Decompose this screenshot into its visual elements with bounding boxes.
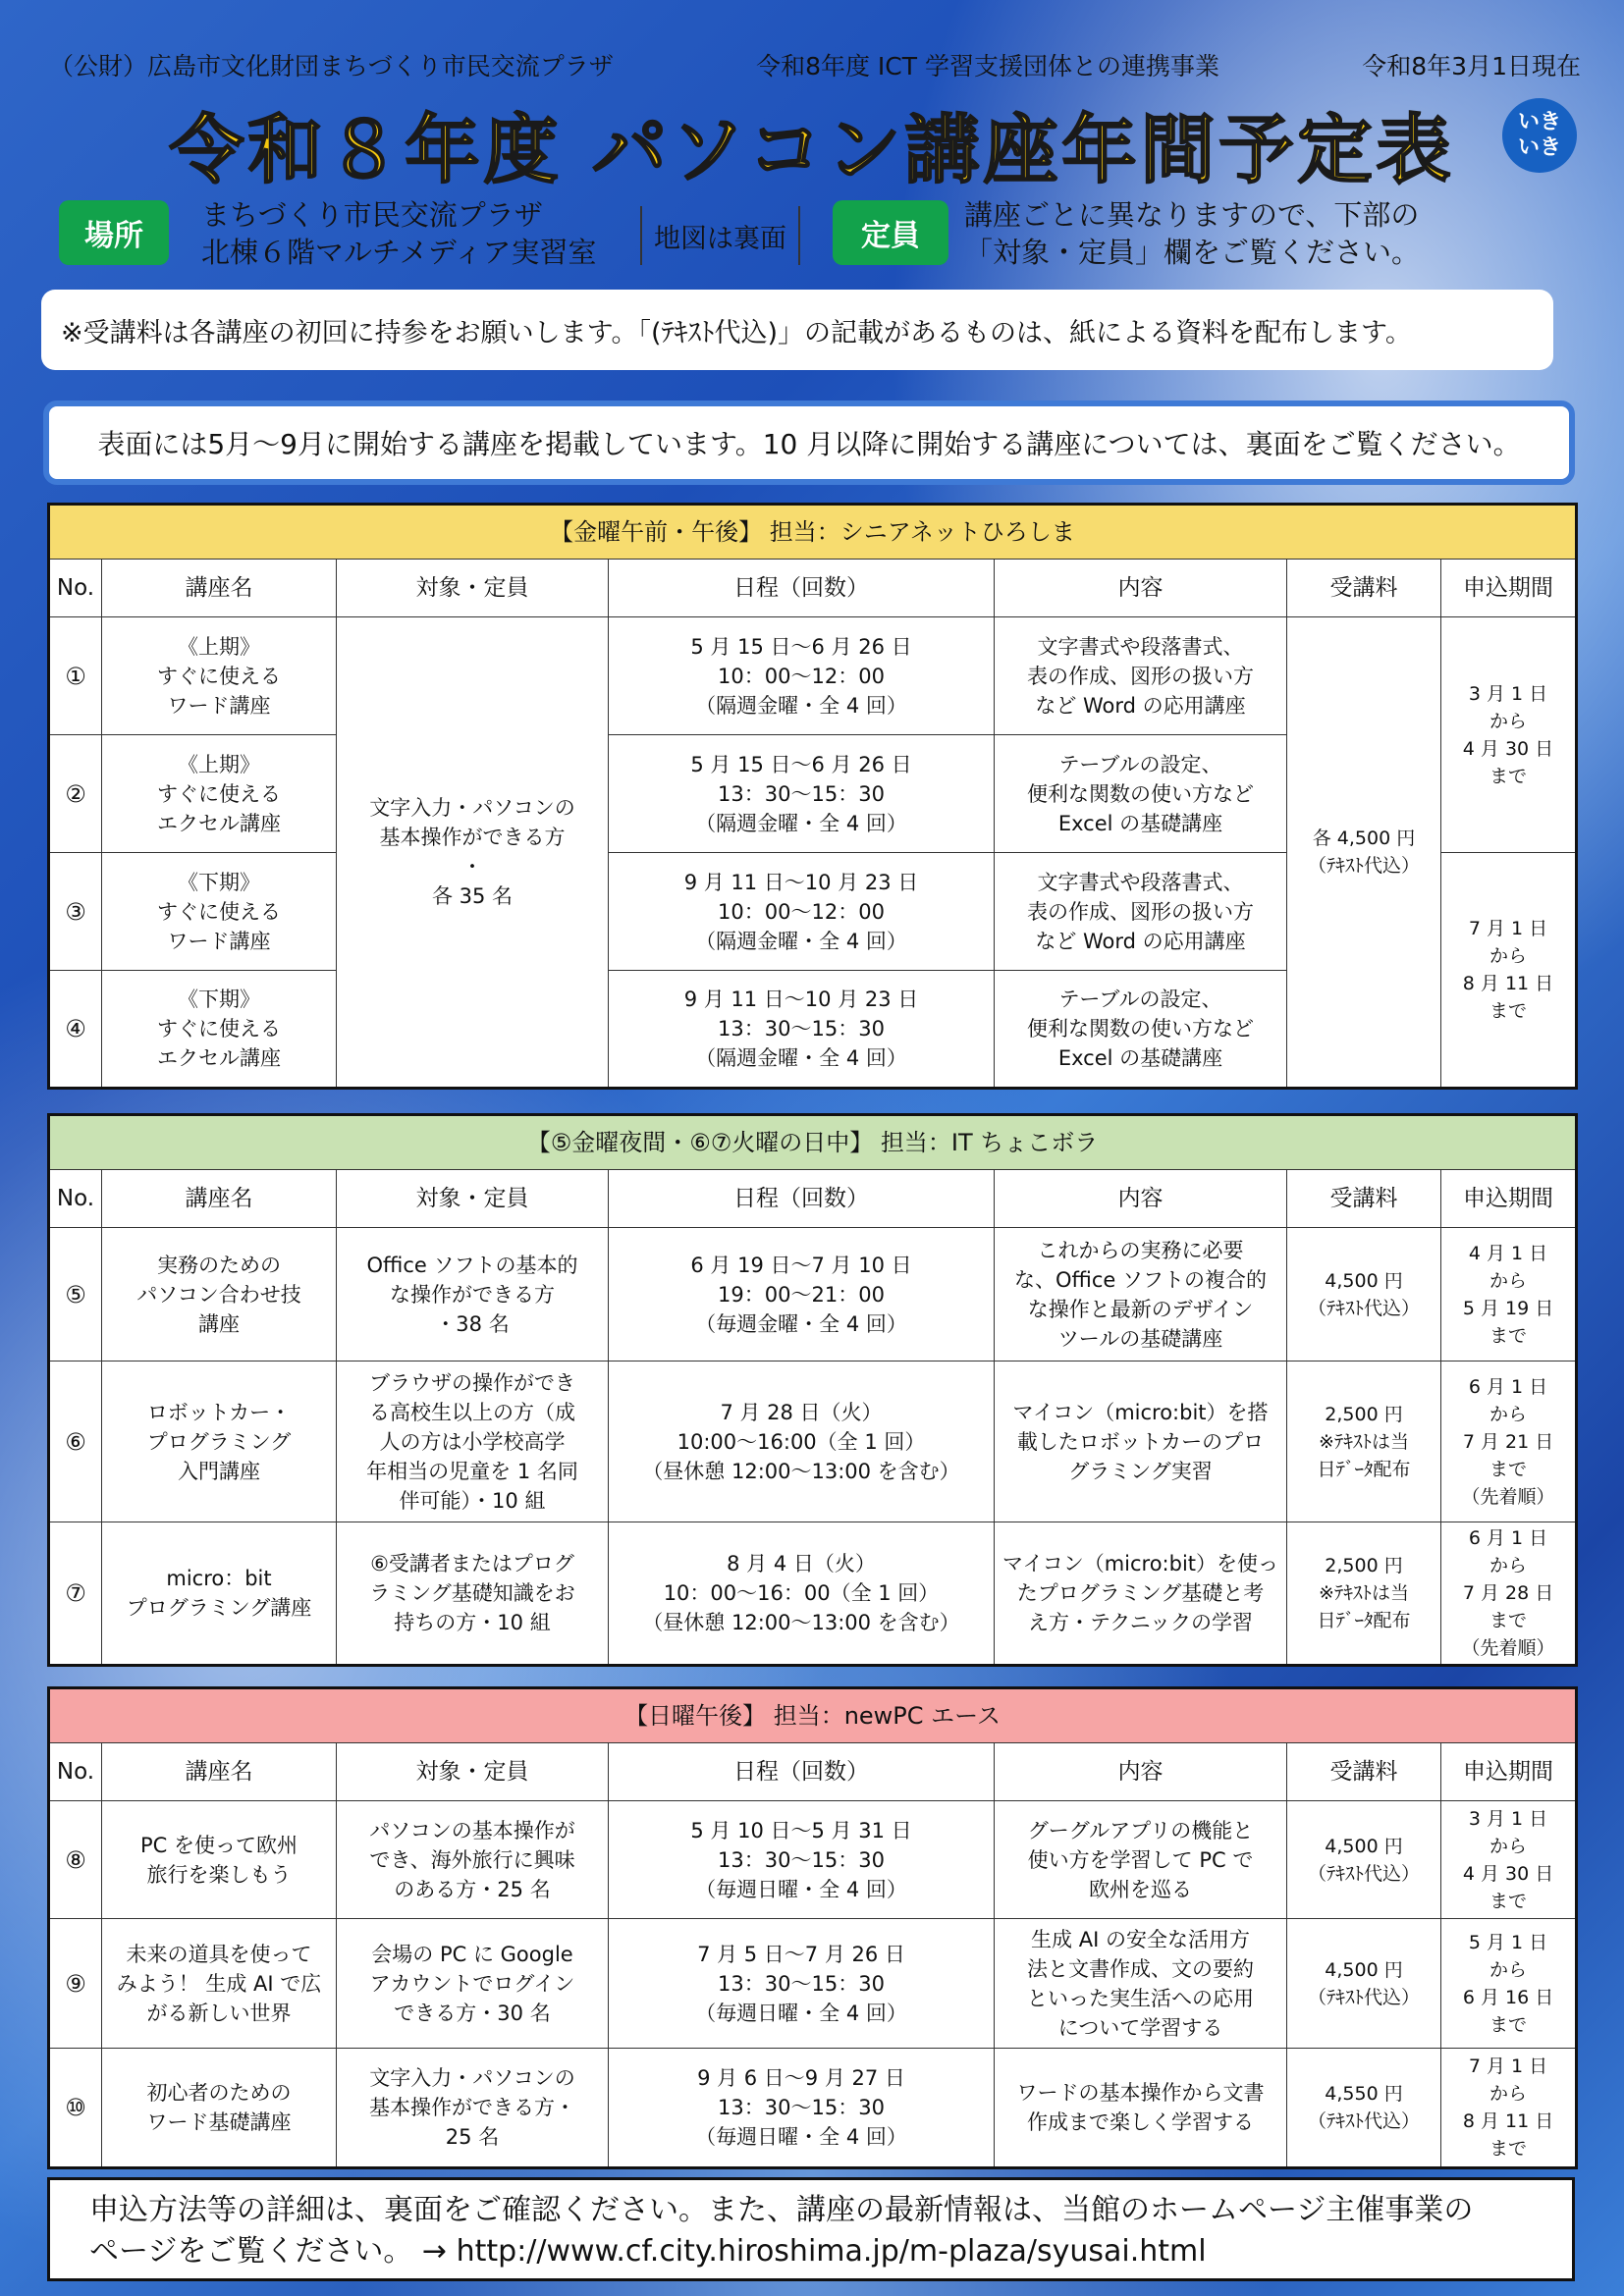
course-schedule-line: 10：00～12：00 — [718, 899, 885, 924]
course-period — [1441, 617, 1577, 853]
footer-note — [47, 2177, 1575, 2281]
course-name-line: すぐに使える — [157, 664, 281, 688]
course-schedule — [609, 1228, 995, 1362]
course-schedule-line: （毎週日曜・全 4 回） — [695, 2125, 907, 2149]
course-period-line: 7 月 21 日 — [1462, 1430, 1554, 1453]
footer-line2: ページをご覧ください。 → http://www.cf.city.hiroshima.jp/m-plaza/syusai.html — [89, 2234, 1207, 2269]
column-header: 日程（回数） — [609, 560, 995, 617]
course-period — [1441, 2049, 1577, 2168]
course-name-line: エクセル講座 — [157, 1046, 281, 1070]
course-name — [102, 971, 337, 1089]
course-content-line: グラミング実習 — [1068, 1459, 1213, 1483]
course-schedule-line: 7 月 28 日（火） — [720, 1400, 883, 1424]
header-project: 令和8年度 ICT 学習支援団体との連携事業 — [756, 52, 1219, 80]
course-schedule-line: 9 月 6 日～9 月 27 日 — [697, 2066, 905, 2090]
course-number: ⑦ — [49, 1522, 102, 1666]
course-content-line: 表の作成、図形の扱い方 — [1027, 664, 1254, 688]
section2-table — [47, 1113, 1578, 1667]
course-period-line: から — [1489, 2083, 1528, 2105]
course-number: ② — [49, 735, 102, 853]
course-target-line: 持ちの方・10 組 — [394, 1611, 551, 1634]
column-header: 申込期間 — [1441, 1743, 1577, 1801]
venue-tag: 場所 — [59, 200, 169, 265]
header-org: （公財）広島市文化財団まちづくり市民交流プラザ — [49, 52, 614, 80]
logo — [1502, 98, 1577, 173]
course-content-line: など Word の応用講座 — [1035, 929, 1246, 953]
course-content-line: といった実生活への応用 — [1027, 1986, 1254, 2010]
column-header: 内容 — [995, 560, 1287, 617]
course-fee-line: （ﾃｷｽﾄ代込） — [1307, 1862, 1420, 1885]
course-content — [995, 1522, 1287, 1666]
course-fee-line: （ﾃｷｽﾄ代込） — [1307, 1297, 1420, 1319]
course-period-line: から — [1489, 1403, 1528, 1425]
course-content-line: グーグルアプリの機能と — [1027, 1818, 1254, 1842]
course-period-line: 3 月 1 日 — [1468, 1807, 1548, 1830]
course-schedule-line: 10：00～16：00（全 1 回） — [663, 1581, 940, 1605]
course-content-line: 便利な関数の使い方など — [1027, 1017, 1254, 1041]
course-schedule — [609, 2049, 995, 2168]
course-content-line: Excel の基礎講座 — [1057, 811, 1223, 835]
capacity-tag: 定員 — [833, 200, 948, 265]
course-schedule-line: （昼休憩 12:00～13:00 を含む） — [642, 1459, 960, 1483]
column-header: 申込期間 — [1441, 1170, 1577, 1228]
course-name — [102, 1228, 337, 1362]
course-name-line: ワード講座 — [167, 929, 271, 953]
course-schedule-line: 9 月 11 日～10 月 23 日 — [683, 988, 919, 1011]
column-header: 受講料 — [1287, 1170, 1441, 1228]
course-period-line: 7 月 28 日 — [1462, 1582, 1554, 1604]
course-content-line: 法と文書作成、文の要約 — [1027, 1956, 1254, 1981]
course-period-line: まで — [1489, 1890, 1528, 1912]
course-target — [337, 2049, 609, 2168]
course-schedule-line: （毎週日曜・全 4 回） — [695, 1877, 907, 1901]
course-fee — [1287, 1919, 1441, 2049]
course-name-line: 《上期》 — [178, 752, 260, 776]
column-header: 日程（回数） — [609, 1170, 995, 1228]
course-schedule — [609, 971, 995, 1089]
course-number: ⑩ — [49, 2049, 102, 2168]
table-row — [49, 1522, 1577, 1666]
course-period — [1441, 1362, 1577, 1522]
course-fee-line: （ﾃｷｽﾄ代込） — [1307, 855, 1420, 877]
course-fee-line: ※ﾃｷｽﾄは当 — [1319, 1582, 1409, 1604]
course-period-line: から — [1489, 945, 1527, 967]
course-target-line: ・38 名 — [435, 1311, 510, 1336]
course-period-line: から — [1489, 1555, 1528, 1576]
course-name-line: ロボットカー・ — [146, 1400, 292, 1424]
course-content-line: マイコン（micro:bit）を搭 — [1012, 1400, 1269, 1424]
header-date: 令和8年3月1日現在 — [1362, 52, 1581, 80]
table-row — [49, 1919, 1577, 2049]
course-content-line: 欧州を巡る — [1089, 1877, 1192, 1901]
column-header: 日程（回数） — [609, 1743, 995, 1801]
course-period-line: まで — [1489, 1324, 1528, 1347]
course-schedule-line: 13：30～15：30 — [718, 1017, 885, 1041]
course-schedule-line: （昼休憩 12:00～13:00 を含む） — [642, 1611, 960, 1634]
course-schedule-line: 13：30～15：30 — [718, 1847, 885, 1872]
course-period — [1441, 1228, 1577, 1362]
course-fee-line: 2,500 円 — [1325, 1403, 1403, 1425]
course-schedule — [609, 617, 995, 735]
column-header: 講座名 — [102, 1170, 337, 1228]
course-schedule-line: 13：30～15：30 — [718, 1971, 885, 1996]
course-name-line: パソコン合わせ技 — [136, 1282, 301, 1307]
column-header: 対象・定員 — [337, 1743, 609, 1801]
course-period-line: 6 月 16 日 — [1462, 1986, 1554, 2008]
course-schedule — [609, 1801, 995, 1919]
course-name — [102, 1919, 337, 2049]
course-name-line: プログラミング — [146, 1429, 292, 1454]
course-period-line: 4 月 30 日 — [1462, 737, 1554, 760]
course-schedule-line: 9 月 11 日～10 月 23 日 — [683, 870, 919, 894]
course-name-line: 講座 — [198, 1311, 240, 1336]
course-schedule — [609, 735, 995, 853]
course-period-line: 5 月 19 日 — [1462, 1297, 1554, 1319]
capacity-text — [964, 196, 1420, 271]
column-header: No. — [49, 560, 102, 617]
course-target-line: でき、海外旅行に興味 — [369, 1847, 575, 1872]
course-fee-line: 各 4,500 円 — [1312, 828, 1416, 849]
course-schedule — [609, 1362, 995, 1522]
course-schedule — [609, 1919, 995, 2049]
course-number: ⑨ — [49, 1919, 102, 2049]
course-content-line: 文字書式や段落書式、 — [1037, 870, 1244, 894]
course-content — [995, 1228, 1287, 1362]
course-target-line: ブラウザの操作ができ — [369, 1370, 575, 1395]
course-period-line: 6 月 1 日 — [1468, 1375, 1548, 1398]
course-number: ④ — [49, 971, 102, 1089]
column-header: 講座名 — [102, 560, 337, 617]
column-header: 受講料 — [1287, 1743, 1441, 1801]
course-name — [102, 1801, 337, 1919]
footer-line1: 申込方法等の詳細は、裏面をご確認ください。また、講座の最新情報は、当館のホームページ主催事業の — [89, 2193, 1474, 2227]
course-period-line: 4 月 30 日 — [1462, 1862, 1554, 1885]
course-target-line: 基本操作ができる方 — [379, 826, 566, 849]
course-period — [1441, 1522, 1577, 1666]
course-content — [995, 1362, 1287, 1522]
course-content-line: ワードの基本操作から文書 — [1016, 2081, 1265, 2105]
course-period-line: まで — [1489, 2138, 1528, 2160]
column-header: 申込期間 — [1441, 560, 1577, 617]
course-target — [337, 1228, 609, 1362]
course-period-line: 3 月 1 日 — [1468, 682, 1548, 705]
course-name-line: みよう！ 生成 AI で広 — [116, 1971, 322, 1996]
course-period-line: （先着順） — [1461, 1485, 1555, 1508]
course-period-line: 6 月 1 日 — [1468, 1527, 1548, 1549]
course-target-line: Office ソフトの基本的 — [366, 1253, 578, 1277]
course-target-line: ラミング基礎知識をお — [369, 1581, 575, 1605]
course-period-line: 8 月 11 日 — [1462, 2110, 1554, 2132]
course-schedule — [609, 1522, 995, 1666]
table-row — [49, 1228, 1577, 1362]
course-content — [995, 2049, 1287, 2168]
course-fee-line: （ﾃｷｽﾄ代込） — [1307, 1986, 1420, 2008]
course-fee — [1287, 1801, 1441, 1919]
course-fee-line: （ﾃｷｽﾄ代込） — [1307, 2110, 1420, 2132]
capacity-line2: 「対象・定員」欄をご覧ください。 — [964, 236, 1421, 269]
course-period-line: 5 月 1 日 — [1468, 1931, 1548, 1953]
course-content-line: 生成 AI の安全な活用方 — [1031, 1927, 1250, 1951]
course-name-line: 《下期》 — [178, 988, 260, 1011]
page-title: 令和８年度 パソコン講座年間予定表 — [169, 106, 1455, 193]
course-period-line: 7 月 1 日 — [1468, 2056, 1548, 2077]
course-schedule-line: 5 月 10 日～5 月 31 日 — [690, 1818, 912, 1842]
table-row — [49, 2049, 1577, 2168]
course-schedule — [609, 853, 995, 971]
course-name-line: すぐに使える — [157, 781, 281, 806]
course-content-line: 作成まで楽しく学習する — [1027, 2110, 1254, 2134]
course-content — [995, 1801, 1287, 1919]
course-target-line: 文字入力・パソコンの — [369, 796, 575, 820]
course-name-line: 未来の道具を使って — [126, 1942, 312, 1966]
column-header: 内容 — [995, 1743, 1287, 1801]
map-note: 地図は裏面 — [640, 206, 800, 265]
course-period-line: まで — [1489, 1000, 1527, 1022]
course-content-line: え方・テクニックの学習 — [1028, 1611, 1253, 1634]
course-target-line: できる方・30 名 — [394, 2001, 551, 2025]
course-name-line: 実務のための — [157, 1253, 281, 1277]
course-content-line: な、Office ソフトの複合的 — [1014, 1267, 1267, 1292]
column-header: 内容 — [995, 1170, 1287, 1228]
course-period-line: 7 月 1 日 — [1468, 918, 1548, 939]
course-target — [337, 617, 609, 1089]
course-target-line: 基本操作ができる方・ — [369, 2096, 575, 2119]
course-target-line: 各 35 名 — [431, 884, 514, 908]
section3-header-row — [49, 1743, 1577, 1801]
course-schedule-line: 10：00～12：00 — [718, 664, 885, 688]
course-content — [995, 735, 1287, 853]
course-period — [1441, 1801, 1577, 1919]
course-schedule-line: 8 月 4 日（火） — [727, 1552, 876, 1575]
course-schedule-line: （隔週金曜・全 4 回） — [695, 693, 907, 718]
course-schedule-line: 13：30～15：30 — [718, 781, 885, 806]
course-target-line: 25 名 — [445, 2125, 500, 2149]
course-content-line: など Word の応用講座 — [1035, 693, 1246, 718]
course-name-line: 《上期》 — [178, 634, 260, 659]
course-target-line: 伴可能）・10 組 — [399, 1488, 546, 1513]
course-period-line: から — [1489, 1958, 1528, 1981]
course-schedule-line: （隔週金曜・全 4 回） — [695, 811, 907, 835]
venue-line2: 北棟６階マルチメディア実習室 — [201, 236, 597, 269]
course-content — [995, 1919, 1287, 2049]
course-schedule-line: 6 月 19 日～7 月 10 日 — [690, 1253, 912, 1277]
course-fee-line: 日ﾃﾞｰﾀ配布 — [1317, 1610, 1411, 1631]
course-content-line: テーブルの設定、 — [1058, 988, 1222, 1011]
course-period-line: 4 月 1 日 — [1468, 1242, 1548, 1264]
course-target-line: る高校生以上の方（成 — [369, 1400, 575, 1424]
course-target-line: ⑥受講者またはプログ — [370, 1552, 574, 1575]
course-content — [995, 853, 1287, 971]
course-fee-line: 4,550 円 — [1325, 2083, 1403, 2105]
course-content-line: 使い方を学習して PC で — [1027, 1847, 1254, 1872]
section3-table — [47, 1686, 1578, 2169]
course-period-line: まで — [1489, 1610, 1528, 1631]
course-name-line: micro：bit — [166, 1567, 272, 1590]
course-period — [1441, 853, 1577, 1089]
course-fee — [1287, 1362, 1441, 1522]
course-content-line: 文字書式や段落書式、 — [1037, 634, 1244, 659]
section1-title: 【金曜午前・午後】 担当：シニアネットひろしま — [49, 505, 1577, 560]
course-number: ③ — [49, 853, 102, 971]
season-note: 表面には5月～9月に開始する講座を掲載しています。10 月以降に開始する講座については、裏面をご覧ください。 — [43, 400, 1575, 485]
course-target-line: のある方・25 名 — [394, 1877, 551, 1901]
course-fee-line: 4,500 円 — [1325, 1269, 1403, 1292]
course-name — [102, 735, 337, 853]
course-name-line: 旅行を楽しもう — [146, 1862, 292, 1887]
course-schedule-line: （毎週金曜・全 4 回） — [695, 1311, 907, 1336]
course-content-line: な操作と最新のデザイン — [1027, 1297, 1254, 1321]
course-target-line: ・ — [461, 855, 483, 879]
section2-header-row — [49, 1170, 1577, 1228]
fee-note: ※受講料は各講座の初回に持参をお願いします。「(ﾃｷｽﾄ代込)」の記載があるものは、紙による資料を配布します。 — [41, 290, 1553, 370]
course-content-line: たプログラミング基礎と考 — [1016, 1581, 1265, 1605]
course-schedule-line: 5 月 15 日～6 月 26 日 — [690, 634, 912, 659]
course-schedule-line: 19：00～21：00 — [718, 1282, 885, 1307]
course-content — [995, 617, 1287, 735]
course-schedule-line: 7 月 5 日～7 月 26 日 — [697, 1942, 905, 1966]
course-name-line: すぐに使える — [157, 899, 281, 924]
course-target-line: な操作ができる方 — [390, 1282, 555, 1307]
course-schedule-line: 5 月 15 日～6 月 26 日 — [690, 752, 912, 776]
course-number: ⑤ — [49, 1228, 102, 1362]
section1-table — [47, 503, 1578, 1090]
course-period-line: まで — [1489, 765, 1527, 787]
course-period-line: から — [1489, 710, 1527, 732]
course-content — [995, 971, 1287, 1089]
course-target — [337, 1362, 609, 1522]
course-content-line: テーブルの設定、 — [1058, 752, 1222, 776]
course-content-line: 表の作成、図形の扱い方 — [1027, 899, 1254, 924]
course-fee — [1287, 2049, 1441, 2168]
table-row — [49, 1801, 1577, 1919]
column-header: 受講料 — [1287, 560, 1441, 617]
course-period-line: から — [1489, 1835, 1528, 1857]
course-name-line: がる新しい世界 — [146, 2001, 292, 2025]
course-name-line: 初心者のための — [146, 2081, 292, 2105]
course-fee-line: 日ﾃﾞｰﾀ配布 — [1317, 1458, 1411, 1480]
course-fee — [1287, 1228, 1441, 1362]
course-schedule-line: （隔週金曜・全 4 回） — [695, 1046, 907, 1070]
course-fee — [1287, 1522, 1441, 1666]
course-fee-line: 4,500 円 — [1325, 1958, 1403, 1981]
course-name-line: 入門講座 — [178, 1459, 260, 1483]
course-target-line: 年相当の児童を 1 名同 — [366, 1459, 578, 1483]
course-name — [102, 2049, 337, 2168]
course-content-line: 載したロボットカーのプロ — [1016, 1429, 1265, 1454]
course-name-line: すぐに使える — [157, 1017, 281, 1041]
course-period-line: 8 月 11 日 — [1462, 973, 1554, 994]
course-content-line: 便利な関数の使い方など — [1027, 781, 1254, 806]
course-name-line: エクセル講座 — [157, 811, 281, 835]
course-name — [102, 1522, 337, 1666]
course-content-line: ツールの基礎講座 — [1057, 1326, 1223, 1351]
course-target-line: パソコンの基本操作が — [369, 1818, 575, 1842]
course-period-line: から — [1489, 1269, 1528, 1292]
course-period-line: まで — [1489, 2013, 1528, 2036]
course-name-line: ワード講座 — [167, 693, 271, 718]
section2-title: 【⑤金曜夜間・⑥⑦火曜の日中】 担当：IT ちょこボラ — [49, 1115, 1577, 1170]
course-schedule-line: （毎週日曜・全 4 回） — [695, 2001, 907, 2025]
course-period-line: （先着順） — [1461, 1637, 1555, 1659]
course-target — [337, 1919, 609, 2049]
course-number: ① — [49, 617, 102, 735]
course-number: ⑧ — [49, 1801, 102, 1919]
column-header: No. — [49, 1170, 102, 1228]
section3-title: 【日曜午後】 担当：newPC エース — [49, 1688, 1577, 1743]
table-row — [49, 617, 1577, 735]
course-target-line: 文字入力・パソコンの — [369, 2066, 575, 2090]
course-fee-line: ※ﾃｷｽﾄは当 — [1319, 1430, 1409, 1453]
course-number: ⑥ — [49, 1362, 102, 1522]
column-header: 講座名 — [102, 1743, 337, 1801]
course-name-line: PC を使って欧州 — [139, 1833, 298, 1857]
course-content-line: これからの実務に必要 — [1037, 1238, 1244, 1262]
course-period-line: まで — [1489, 1458, 1528, 1480]
capacity-line1: 講座ごとに異なりますので、下部の — [964, 198, 1420, 232]
course-content-line: について学習する — [1057, 2015, 1223, 2040]
course-schedule-line: 10:00～16:00（全 1 回） — [677, 1429, 926, 1454]
venue-text — [201, 196, 597, 271]
course-period — [1441, 1919, 1577, 2049]
course-schedule-line: （隔週金曜・全 4 回） — [695, 929, 907, 953]
section1-header-row — [49, 560, 1577, 617]
course-name-line: ワード基礎講座 — [146, 2110, 292, 2134]
logo-text: いきいき — [1517, 110, 1561, 160]
course-fee — [1287, 617, 1441, 1089]
column-header: 対象・定員 — [337, 560, 609, 617]
course-name-line: 《下期》 — [178, 870, 260, 894]
course-schedule-line: 13：30～15：30 — [718, 2096, 885, 2119]
course-fee-line: 4,500 円 — [1325, 1835, 1403, 1857]
course-content-line: Excel の基礎講座 — [1057, 1046, 1223, 1070]
course-name — [102, 853, 337, 971]
course-name-line: プログラミング講座 — [126, 1596, 312, 1620]
venue-line1: まちづくり市民交流プラザ — [201, 198, 543, 232]
course-target-line: 会場の PC に Google — [371, 1942, 573, 1966]
table-row — [49, 1362, 1577, 1522]
course-target — [337, 1801, 609, 1919]
course-name — [102, 1362, 337, 1522]
column-header: No. — [49, 1743, 102, 1801]
course-target — [337, 1522, 609, 1666]
course-content-line: マイコン（micro:bit）を使っ — [1001, 1552, 1279, 1575]
course-target-line: アカウントでログイン — [369, 1971, 575, 1996]
course-fee-line: 2,500 円 — [1325, 1555, 1403, 1576]
course-name — [102, 617, 337, 735]
course-target-line: 人の方は小学校高学 — [379, 1429, 566, 1454]
header-line — [49, 47, 1581, 82]
column-header: 対象・定員 — [337, 1170, 609, 1228]
